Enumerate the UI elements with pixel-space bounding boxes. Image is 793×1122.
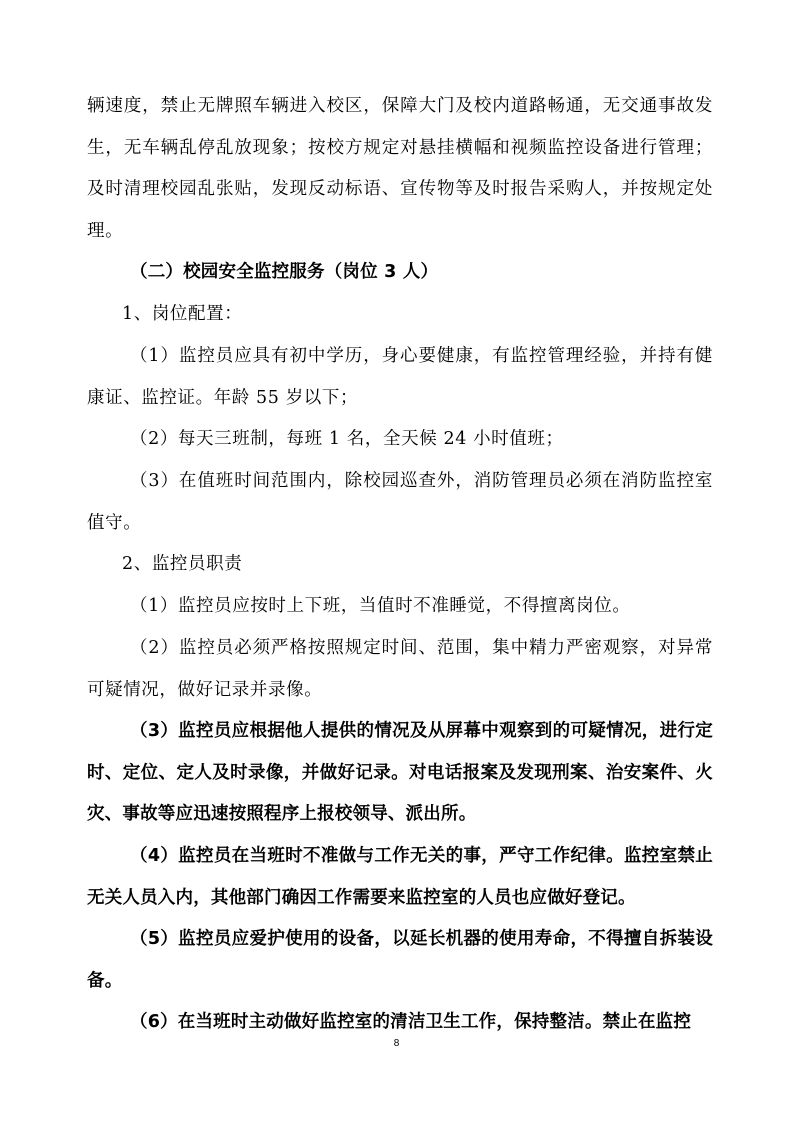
- paragraph-item-3: （3）在值班时间范围内，除校园巡查外，消防管理员必须在消防监控室值守。: [87, 471, 713, 533]
- paragraph-continuation: 辆速度，禁止无牌照车辆进入校区，保障大门及校内道路畅通，无交通事故发生，无车辆乱停乱放现象；按校方规定对悬挂横幅和视频监控设备进行管理；及时清理校园乱张贴，发现反动标语、宣传物等及时报告采购人，并按规定处理。: [87, 96, 713, 241]
- subheading-duties: 2、监控员职责: [122, 554, 243, 574]
- paragraph-item-1: （1）监控员应具有初中学历，身心要健康，有监控管理经验，并持有健康证、监控证。年龄 55 岁以下；: [87, 346, 713, 408]
- paragraph-duty-1: （1）监控员应按时上下班，当值时不准睡觉，不得擅离岗位。: [130, 596, 631, 616]
- paragraph-duty-3: （3）监控员应根据他人提供的情况及从屏幕中观察到的可疑情况，进行定时、定位、定人及时录像，并做好记录。对电话报案及发现刑案、治安案件、火灾、事故等应迅速按照程序上报校领导、派出所。: [87, 721, 713, 824]
- paragraph-item-2: （2）每天三班制，每班 1 名，全天候 24 小时值班；: [130, 429, 564, 449]
- section-heading: （二）校园安全监控服务（岗位 3 人）: [130, 262, 439, 282]
- page-number: 8: [393, 1038, 400, 1049]
- subheading-post-config: 1、岗位配置：: [122, 304, 243, 324]
- paragraph-duty-6: （6）在当班时主动做好监控室的清洁卫生工作，保持整洁。禁止在监控: [130, 1012, 692, 1032]
- paragraph-duty-5: （5）监控员应爱护使用的设备，以延长机器的使用寿命，不得擅自拆装设备。: [87, 929, 713, 991]
- paragraph-duty-4: （4）监控员在当班时不准做与工作无关的事，严守工作纪律。监控室禁止无关人员入内，其他部门确因工作需要来监控室的人员也应做好登记。: [87, 846, 713, 908]
- paragraph-duty-2: （2）监控员必须严格按照规定时间、范围，集中精力严密观察，对异常可疑情况，做好记录并录像。: [87, 638, 713, 700]
